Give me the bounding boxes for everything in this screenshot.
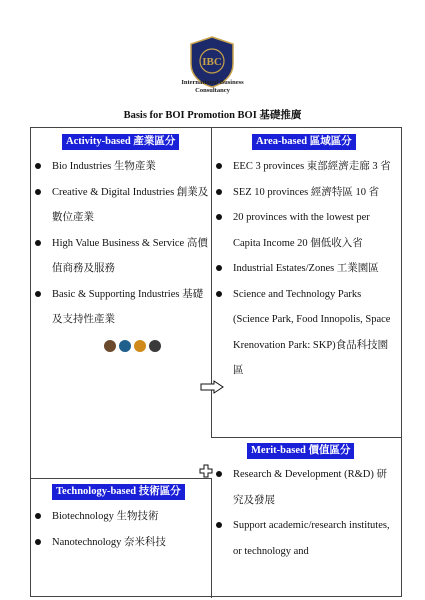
- activity-heading: Activity-based 產業區分: [62, 134, 179, 150]
- list-item: Support academic/research institutes, or technology and: [216, 513, 396, 564]
- company-name-line1: International Business: [181, 79, 244, 86]
- logo-letters: IBC: [202, 56, 222, 68]
- list-item: Basic & Supporting Industries 基礎及支持性產業: [35, 282, 210, 333]
- list-item: Creative & Digital Industries 創業及數位產業: [35, 180, 210, 231]
- industry-icons: [103, 339, 163, 353]
- area-heading: Area-based 區域區分: [252, 134, 356, 150]
- activity-list: [35, 154, 210, 333]
- plus-icon: [199, 464, 213, 478]
- technology-list: [35, 504, 210, 555]
- merit-divider: [211, 437, 402, 438]
- list-item: Bio Industries 生物產業: [35, 154, 210, 180]
- list-item: Research & Development (R&D) 研究及發展: [216, 462, 396, 513]
- list-item: EEC 3 provinces 東部經濟走廊 3 省: [216, 154, 396, 180]
- column-divider-lower: [211, 478, 212, 598]
- industry-icon-2: [119, 340, 131, 352]
- list-item: Science and Technology Parks (Science Park, Food Innopolis, Space Krenovation Park: SKP)食品科技園區: [216, 282, 396, 384]
- list-item: SEZ 10 provinces 經濟特區 10 省: [216, 180, 396, 206]
- technology-divider: [30, 478, 212, 479]
- right-arrow-icon: [200, 380, 224, 394]
- list-item: Biotechnology 生物技術: [35, 504, 210, 530]
- merit-list: [216, 462, 396, 564]
- area-list: [216, 154, 396, 384]
- company-name-line2: Consultancy: [195, 87, 230, 94]
- industry-icon-4: [149, 340, 161, 352]
- industry-icon-1: [104, 340, 116, 352]
- list-item: Industrial Estates/Zones 工業園區: [216, 256, 396, 282]
- technology-heading: Technology-based 技術區分: [52, 484, 185, 500]
- document-title: Basis for BOI Promotion BOI 基礎推廣: [123, 110, 302, 121]
- list-item: Nanotechnology 奈米科技: [35, 530, 210, 556]
- list-item: 20 provinces with the lowest per Capita Income 20 個低收入省: [216, 205, 396, 256]
- merit-heading: Merit-based 價值區分: [247, 443, 354, 459]
- list-item: High Value Business & Service 高價值商務及服務: [35, 231, 210, 282]
- company-name: [150, 79, 275, 95]
- industry-icon-3: [134, 340, 146, 352]
